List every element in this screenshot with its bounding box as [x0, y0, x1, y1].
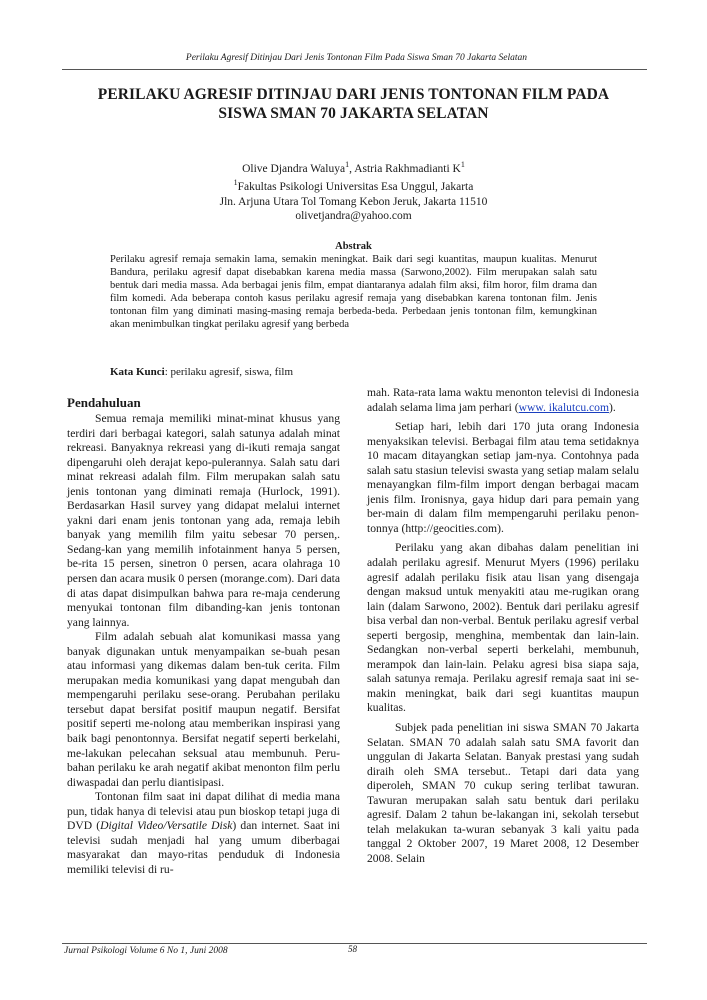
affiliation-mark: 1	[233, 178, 238, 188]
website-link[interactable]: www. ikalutcu.com	[518, 400, 609, 414]
paragraph-text: Tontonan film saat ini dapat dilihat di media mana pun, tidak hanya di televisi atau pun bioskop tetapi juga di DVD (	[67, 790, 340, 833]
paragraph: Setiap hari, lebih dari 170 juta orang Indonesia menyaksikan televisi. Berbagai film atau tema setidaknya 10 macam ditayangkan setiap jam-nya. Contohnya pada salah satu stasiun televisi swasta yang setiap malam selalu menayangkan film-film import dengan berbagai macam jenis film. Ironisnya, gaya hidup dari para pemain yang ber-main di dalam film mempengaruhi perilaku penon-tonnya (http://geocities.com).	[367, 420, 639, 535]
paper-title-line-2: SISWA SMAN 70 JAKARTA SELATAN	[218, 105, 489, 122]
left-column	[67, 395, 340, 878]
address: Jln. Arjuna Utara Tol Tomang Kebon Jeruk, Jakarta 11510	[219, 195, 488, 208]
paragraph: Perilaku yang akan dibahas dalam penelitian ini adalah perilaku agresif. Menurut Myers (1996) perilaku agresif adalah perilaku fisik atau lisan yang disengaja dengan maksud untuk menyakiti atau me-rugikan orang lain (dalam Sarwono, 2002). Bentuk dari perilaku agresif bisa verbal dan non-verbal. Bentuk perilaku agresif verbal seperti bergosip, menghina, membentak dan lain-lain. Sedangkan non-verbal seperti berkelahi, membunuh, merampok dan lain-lain. Pelaku agresi bisa siapa saja, salah satunya remaja. Perilaku agresif remaja saat ini se-makin meningkat, baik dari segi kuantitas maupun kualitas.	[367, 541, 639, 715]
page-number: 58	[348, 944, 357, 954]
header-rule	[62, 69, 647, 70]
running-header: Perilaku Agresif Ditinjau Dari Jenis Tontonan Film Pada Siswa Sman 70 Jakarta Selatan	[185, 53, 527, 63]
author-names	[40, 158, 667, 176]
keywords	[110, 366, 597, 378]
paragraph-text: mah. Rata-rata lama waktu menonton televisi di Indonesia adalah selama lima jam perhari (	[367, 386, 639, 414]
author-block	[40, 158, 667, 224]
paragraph	[367, 386, 639, 415]
paragraph	[67, 790, 340, 877]
abstract-text: Perilaku agresif remaja semakin lama, semakin meningkat. Baik dari segi kuantitas, maupun kualitas. Menurut Bandura, perilaku agresif dapat disebabkan karena media massa (Sarwono,2002). Film merupakan salah satu bentuk dari media massa. Ada berbagai jenis film, empat diantaranya adalah film aksi, film horor, film drama dan film komedi. Ada beberapa contoh kasus perilaku agresif remaja yang disebabkan karena tontonan film. Jenis tontonan film yang diminati masing-masing remaja berbeda-beda. Perbedaan jenis tontonan film, kemungkinan akan menimbulkan tingkat perilaku agresif yang berbeda	[110, 254, 597, 331]
author-1-affil-mark: 1	[345, 160, 350, 169]
paragraph: Subjek pada penelitian ini siswa SMAN 70 Jakarta Selatan. SMAN 70 adalah salah satu SMA favorit dan unggulan di Jakarta Selatan. Banyak prestasi yang sudah diraih oleh SMA tersebut.. Tetapi dari data yang diperoleh, SMAN 70 cukup sering terlibat tawuran. Tawuran merupakan salah satu bentuk dari perilaku agresif. Dalam 2 tahun be-lakangan ini, sekolah tersebut telah melakukan ta-wuran sebanyak 3 kali yaitu pada tanggal 2 Oktober 2007, 19 Maret 2008, 12 Desember 2008. Selain	[367, 721, 639, 865]
affiliation-text: Fakultas Psikologi Universitas Esa Unggul, Jakarta	[237, 181, 474, 194]
section-heading-pendahuluan: Pendahuluan	[67, 395, 141, 410]
paragraph-text: ).	[609, 400, 616, 414]
paragraph-text: ) dan internet. Saat ini televisi sudah menjadi hal yang umum diberbagai masyarakat dan mayo-ritas penduduk di Indonesia memiliki televisi di ru-	[67, 819, 340, 876]
email: olivetjandra@yahoo.com	[295, 210, 412, 223]
keywords-text: : perilaku agresif, siswa, film	[164, 366, 294, 378]
author-2: , Astria Rakhmadianti K	[349, 162, 461, 175]
paragraph: Film adalah sebuah alat komunikasi massa yang banyak digunakan untuk menyampaikan se-buah pesan atau informasi yang dikemas dalam ben-tuk cerita. Film merupakan media komunikasi yang dapat mengubah dan mempengaruhi perilaku sese-orang. Perubahan perilaku tersebut dapat bersifat positif maupun negatif. Bersifat positif seperti me-nolong atau memberikan inspirasi yang baik bagi penontonnya. Bersifat negatif seperti berkelahi, me-lakukan pelecahan seksual atau membunuh. Peru-bahan perilaku ke arah negatif akibat menonton film perlu diwaspadai dan perlu diantisipasi.	[67, 630, 340, 789]
paper-title-line-1: PERILAKU AGRESIF DITINJAU DARI JENIS TONTONAN FILM PADA	[97, 86, 610, 103]
right-column	[367, 386, 639, 867]
affiliation	[40, 176, 667, 194]
italic-term: Digital Video/Versatile Disk	[100, 819, 233, 833]
author-1: Olive Djandra Waluya	[242, 162, 346, 175]
keywords-label: Kata Kunci	[110, 366, 165, 378]
paragraph: Semua remaja memiliki minat-minat khusus yang terdiri dari berbagai kategori, salah satunya adalah minat rekreasi. Banyaknya rekreasi yang di-ikuti remaja sangat dipengaruhi oleh derajat kepo-pulerannya. Salah satu dari minat rekreasi adalah film. Film merupakan salah satu jenis tontonan yang diminati remaja (Hurlock, 1991). Berdasarkan Hasil survey yang didapat melalui internet yakni dari enam jenis tontonan yang ada, remaja lebih banyak yang memilih film yaitu sebesar 70 persen,. Sedang-kan yang memilih infotainment hanya 5 persen, be-rita 15 persen, sinetron 0 persen, acara olahraga 10 persen dan acara musik 0 persen (morange.com). Dari data di atas dapat disimpulkan bahwa para re-maja cenderung menyukai tontonan film dibanding-kan jenis tontonan yang lainnya.	[67, 412, 340, 629]
author-2-affil-mark: 1	[460, 160, 465, 169]
footer-journal: Jurnal Psikologi Volume 6 No 1, Juni 2008	[64, 946, 228, 956]
paper-title	[40, 85, 667, 123]
abstract-heading: Abstrak	[335, 241, 372, 252]
